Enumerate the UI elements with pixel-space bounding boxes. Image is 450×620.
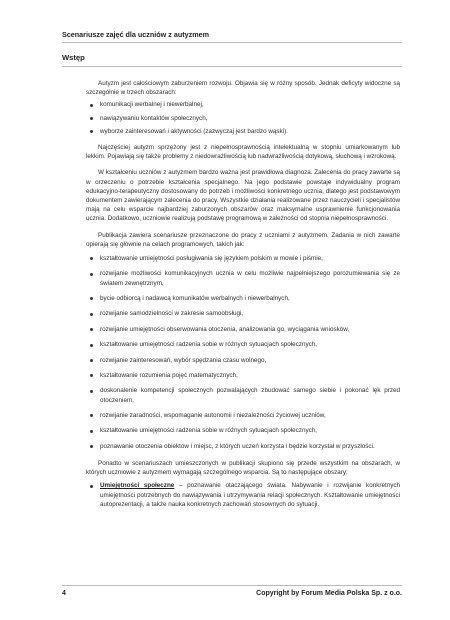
bullet-icon [90,414,93,417]
list-item-text: kształtowanie umiejętności radzenia sobie w różnych sytuacjach społecznych, [100,341,317,349]
bullet-icon [90,374,93,377]
bullet-icon [90,328,93,331]
bullet-icon [90,117,93,120]
paragraph-support-areas: Ponadto w scenariuszach umieszczonych w publikacji skupiono się przede wszystkim na obszarach, w których uczniowie z autyzmem wymagają szczególnego wsparcia. Są to następujące obszary: [86,459,400,477]
paragraph-comorbidity: Najczęściej autyzm sprzężony jest z niepełnosprawnością intelektualną w stopniu umiarkowanym lub lekkim. Pojawiają się także problemy z niedowrażliwością lub nadwrażliwością dotykową, słuchową i wzrokową. [86,144,400,161]
list-item-text: rozwijanie samodzielności w zakresie samoobsługi, [100,310,244,318]
list-item-text: rozwijanie zainteresowań, wybór spędzania czasu wolnego, [100,356,267,364]
copyright-notice: Copyright by Forum Media Polska Sp. z o.o. [256,590,402,597]
bullet-icon [90,130,93,133]
list-item [86,127,400,136]
list-item [86,294,400,303]
list-item-text: kształtowanie rozumienia pojęć matematycznych, [100,371,238,379]
support-area-description: – poznawanie otaczającego świata. Nabywanie i rozwijanie konkretnych umiejętności potrzebnych do nawiązywania i utrzymywania relacji społecznych. Kształtowanie umiejętności autoprezentacji, a także nauka konkretnych zachowań stosownych do sytuacji. [100,482,400,508]
page-number: 4 [62,590,66,597]
list-item-text: poznawanie otoczenia obiektów i miejsc, z których uczeń korzysta i będzie korzystał w przyszłości. [100,442,375,450]
list-item-text: rozwijanie umiejętności obserwowania otoczenia, analizowania go, wyciągania wniosków, [100,325,350,333]
list-item [86,442,400,451]
support-areas-list [86,481,400,509]
list-item-text: kształtowanie umiejętności posługiwania się językiem polskim w mowie i piśmie, [100,255,323,263]
bullet-icon [90,104,93,107]
section-heading-divider [62,66,402,67]
list-item-text: rozwijanie możliwości komunikacyjnych ucznia w celu możliwie najpełniejszego porozumiewania się ze światem zewnętrznym, [100,270,400,287]
list-item-text: doskonalenie kompetencji społecznych pozwalających zbudować samego siebie i pokonać lęk przed otoczeniem, [100,387,400,404]
list-item [86,114,400,123]
list-item-text: wyborze zainteresowań i aktywności (zazwyczaj jest bardzo wąski). [100,127,288,135]
list-item [86,100,400,109]
deficit-areas-list [86,100,400,136]
bullet-icon [90,445,93,448]
list-item-text: nawiązywaniu kontaktów społecznych, [100,114,208,122]
list-item [86,411,400,420]
bullet-icon [90,257,93,260]
list-item [86,254,400,263]
body-text [86,79,400,579]
list-item-text: rozwijanie zaradności, wspomaganie autonomii i niezależności życiowej uczniów, [100,411,326,419]
bullet-icon [90,430,93,433]
list-item-text: komunikacji werbalnej i niewerbalnej, [100,101,204,109]
list-item-text: kształtowanie umiejętności radzenia sobie w różnych sytuacjach społecznych, [100,427,317,435]
running-header: Scenariusze zajęć dla uczniów z autyzmem [62,30,209,39]
list-item [86,309,400,318]
list-item [86,426,400,435]
bullet-icon [90,359,93,362]
support-area-term: Umiejętności społeczne [100,482,175,490]
bullet-icon [90,313,93,316]
list-item [86,325,400,334]
bullet-icon [90,390,93,393]
bullet-icon [90,344,93,347]
list-item [86,269,400,287]
program-goals-list [86,254,400,451]
paragraph-publication: Publikacja zawiera scenariusze przeznaczone do pracy z uczniami z autyzmem. Zadania w nich zawarte opierają się głównie na celach programowych, takich jak: [86,231,400,248]
bullet-icon [90,297,93,300]
list-item [86,481,400,509]
list-item [86,386,400,404]
paragraph-intro: Autyzm jest całościowym zaburzeniem rozwoju. Objawia się w różny sposób. Jednak deficyty widoczne są szczególnie w trzech obszarach: [86,80,400,97]
list-item [86,356,400,365]
bullet-icon [90,273,93,276]
list-item [86,340,400,349]
bullet-icon [90,485,93,488]
list-item-text: bycie odbiorcą i nadawcą komunikatów werbalnych i niewerbalnych, [100,295,290,303]
paragraph-diagnosis: W kształceniu uczniów z autyzmem bardzo ważna jest prawidłowa diagnoza. Zalecenia do pracy zawarte są w orzeczeniu o potrzebie kształcenia specjalnego. Na jego podstawie powstaje indywidualny program edukacyjno-terapeutyczny dostosowany do potrzeb i możliwości konkretnego ucznia, dlatego jest podstawowym dokumentem zawierającym zalecenia do pracy. Wszystkie działania realizowane przez nauczycieli i specjalistów mają na celu wsparcie najbardziej zaburzonych obszarów oraz maksymalne usprawnienie funkcjonowania ucznia. Dodatkowo, uczniowie realizują podstawę programową w zależności od stopnia niepełnosprawności. [86,169,400,223]
list-item [86,371,400,380]
section-heading: Wstęp [62,53,85,62]
header-divider [62,42,402,43]
footer-divider [62,585,402,586]
